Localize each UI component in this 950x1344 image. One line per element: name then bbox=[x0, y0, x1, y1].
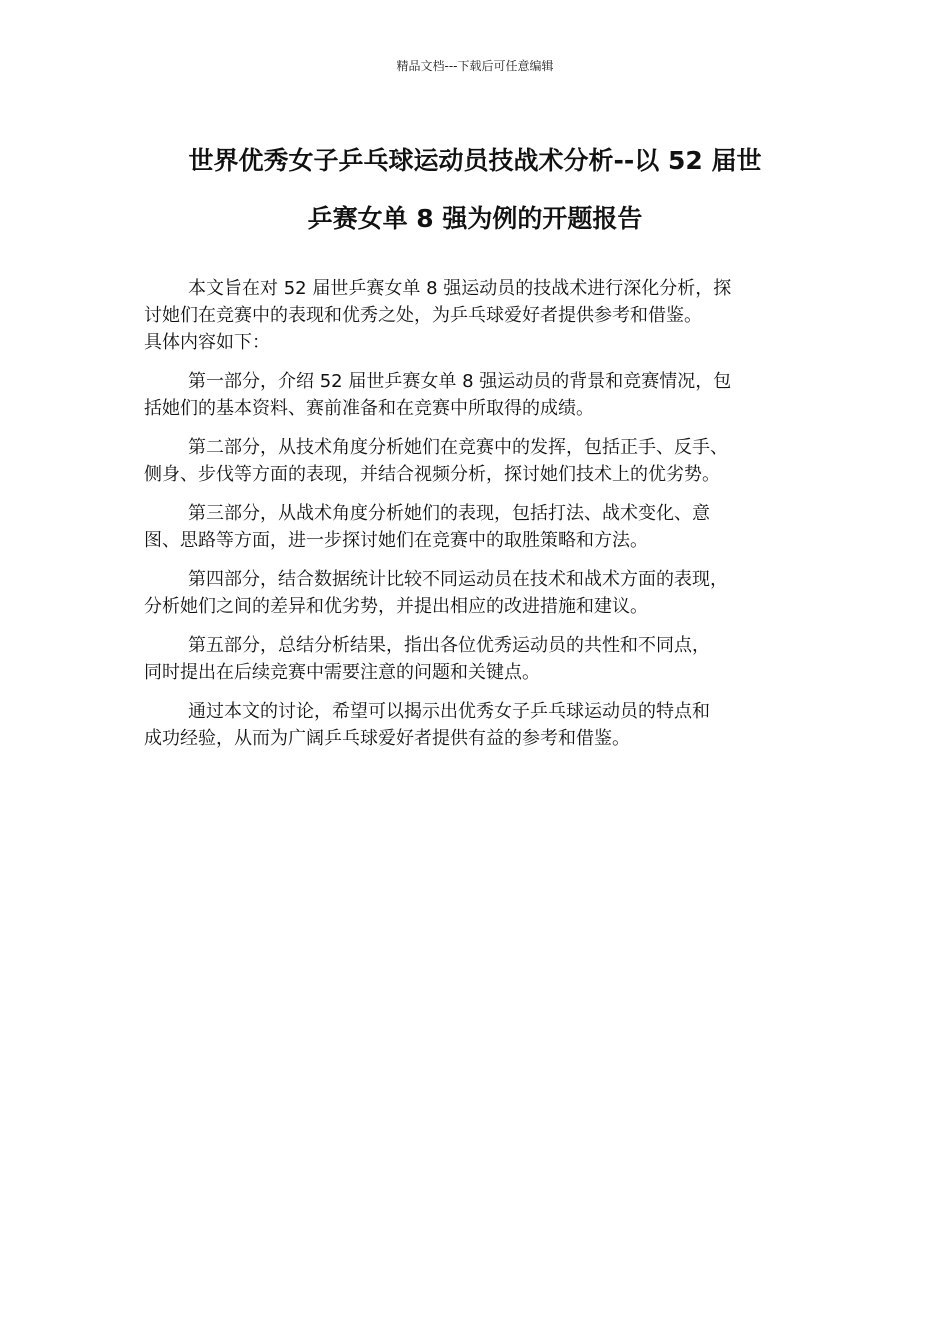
paragraph-line: 本文旨在对 52 届世乒赛女单 8 强运动员的技战术进行深化分析，探 bbox=[188, 278, 732, 299]
document-title bbox=[120, 132, 830, 248]
paragraph-part-2 bbox=[144, 434, 808, 488]
paragraph-line: 成功经验，从而为广阔乒乓球爱好者提供有益的参考和借鉴。 bbox=[144, 728, 630, 749]
document-body bbox=[144, 275, 808, 764]
paragraph-line: 第三部分，从战术角度分析她们的表现，包括打法、战术变化、意 bbox=[188, 503, 710, 524]
document-title-line-1: 世界优秀女子乒乓球运动员技战术分析--以 52 届世 bbox=[188, 146, 762, 175]
paragraph-line: 分析她们之间的差异和优劣势，并提出相应的改进措施和建议。 bbox=[144, 596, 648, 617]
paragraph-part-4 bbox=[144, 566, 808, 620]
paragraph-line: 具体内容如下： bbox=[144, 332, 270, 353]
paragraph-line: 图、思路等方面，进一步探讨她们在竞赛中的取胜策略和方法。 bbox=[144, 530, 648, 551]
paragraph-intro bbox=[144, 275, 808, 356]
document-title-line-2: 乒赛女单 8 强为例的开题报告 bbox=[307, 204, 643, 233]
paragraph-line: 第二部分，从技术角度分析她们在竞赛中的发挥，包括正手、反手、 bbox=[188, 437, 728, 458]
paragraph-line: 同时提出在后续竞赛中需要注意的问题和关键点。 bbox=[144, 662, 540, 683]
paragraph-part-3 bbox=[144, 500, 808, 554]
paragraph-line: 第四部分，结合数据统计比较不同运动员在技术和战术方面的表现， bbox=[188, 569, 728, 590]
paragraph-line: 第一部分，介绍 52 届世乒赛女单 8 强运动员的背景和竞赛情况，包 bbox=[188, 371, 732, 392]
paragraph-line: 第五部分，总结分析结果，指出各位优秀运动员的共性和不同点， bbox=[188, 635, 710, 656]
paragraph-part-5 bbox=[144, 632, 808, 686]
paragraph-part-1 bbox=[144, 368, 808, 422]
paragraph-line: 讨她们在竞赛中的表现和优秀之处，为乒乓球爱好者提供参考和借鉴。 bbox=[144, 305, 702, 326]
page-header: 精品文档---下载后可任意编辑 bbox=[396, 59, 554, 73]
paragraph-line: 通过本文的讨论，希望可以揭示出优秀女子乒乓球运动员的特点和 bbox=[188, 701, 710, 722]
paragraph-line: 括她们的基本资料、赛前准备和在竞赛中所取得的成绩。 bbox=[144, 398, 594, 419]
paragraph-conclusion bbox=[144, 698, 808, 752]
paragraph-line: 侧身、步伐等方面的表现，并结合视频分析，探讨她们技术上的优劣势。 bbox=[144, 464, 720, 485]
